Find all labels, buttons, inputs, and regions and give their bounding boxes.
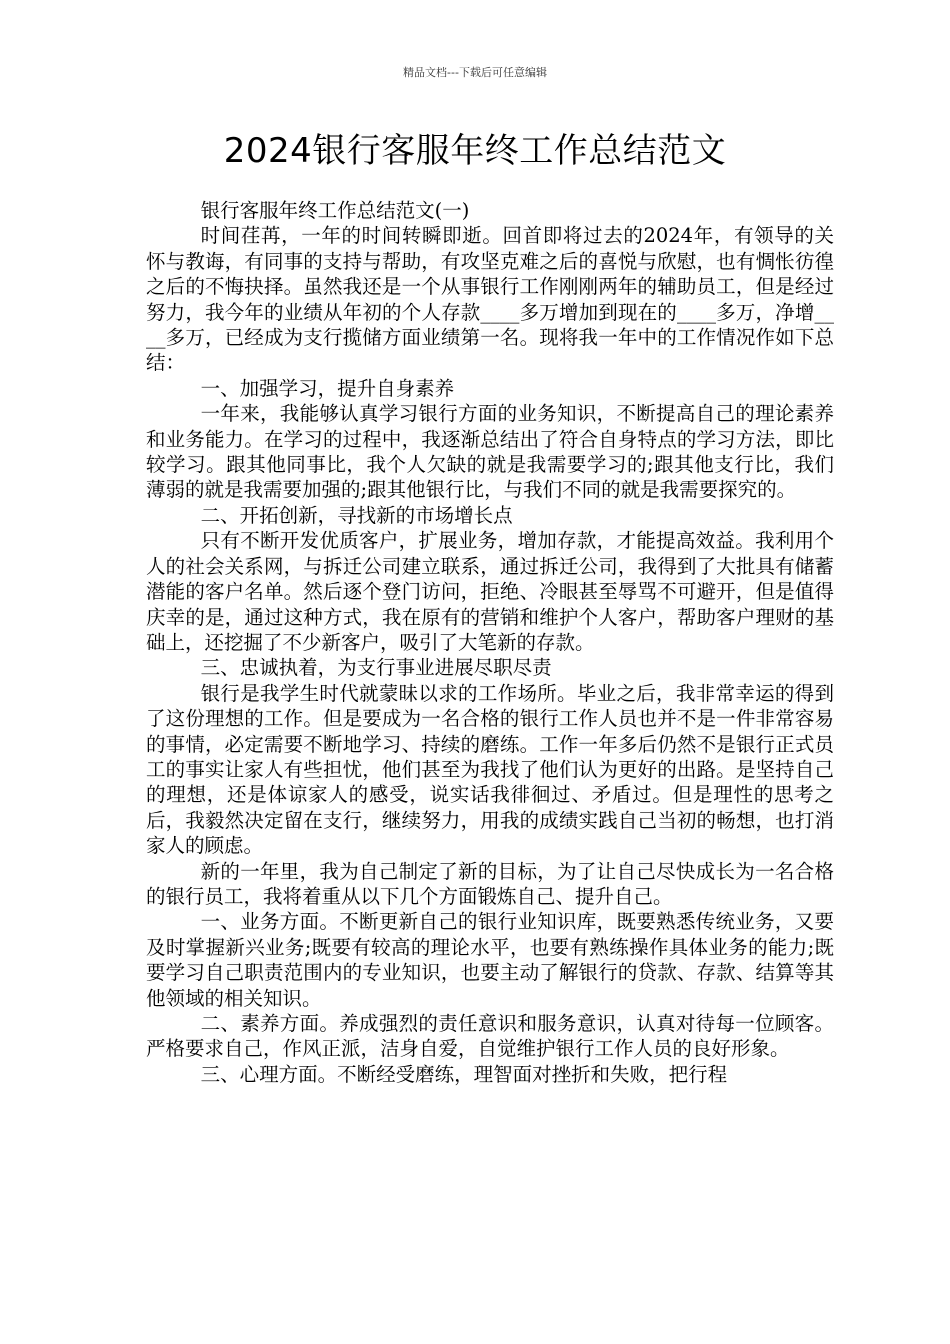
paragraph-new-year-goals: 新的一年里，我为自己制定了新的目标，为了让自己尽快成长为一名合格的银行员工，我将着重从以下几个方面锻炼自己、提升自己。 [146,859,834,908]
paragraph-subtitle: 银行客服年终工作总结范文(一) [200,199,470,222]
document-title: 2024银行客服年终工作总结范文 [223,131,727,171]
section-heading-1: 一、加强学习，提升自身素养 [200,376,455,400]
document-body [146,198,834,1087]
paragraph-section-2: 只有不断开发优质客户，扩展业务，增加存款，才能提高效益。我利用个人的社会关系网，与拆迁公司建立联系，通过拆迁公司，我得到了大批具有储蓄潜能的客户名单。然后逐个登门访问，拒绝、冷眼甚至辱骂不可避开，但是值得庆幸的是，通过这种方式，我在原有的营销和维护个人客户，帮助客户理财的基础上，还挖掘了不少新客户，吸引了大笔新的存款。 [146,529,834,654]
section-heading-2: 二、开拓创新，寻找新的市场增长点 [200,503,513,527]
header-note: 精品文档---下载后可任意编辑 [403,66,547,79]
paragraph-goal-quality: 二、素养方面。养成强烈的责任意识和服务意识，认真对待每一位顾客。严格要求自己，作风正派，洁身自爱，自觉维护银行工作人员的良好形象。 [146,1012,834,1061]
paragraph-section-1: 一年来，我能够认真学习银行方面的业务知识，不断提高自己的理论素养和业务能力。在学习的过程中，我逐渐总结出了符合自身特点的学习方法，即比较学习。跟其他同事比，我个人欠缺的就是我需要学习的;跟其他支行比，我们薄弱的就是我需要加强的;跟其他银行比，与我们不同的就是我需要探究的。 [146,402,834,502]
paragraph-intro: 时间荏苒，一年的时间转瞬即逝。回首即将过去的2024年，有领导的关怀与教诲，有同事的支持与帮助，有攻坚克难之后的喜悦与欣慰，也有惆怅彷徨之后的不悔抉择。虽然我还是一个从事银行工作刚刚两年的辅助员工，但是经过努力，我今年的业绩从年初的个人存款____多万增加到现在的____多万，净增____多万，已经成为支行揽储方面业绩第一名。现将我一年中的工作情况作如下总结： [146,224,834,375]
paragraph-goal-psychology: 三、心理方面。不断经受磨练，理智面对挫折和失败，把行程 [200,1062,728,1086]
section-heading-3: 三、忠诚执着，为支行事业进展尽职尽责 [200,656,552,680]
paragraph-goal-business: 一、业务方面。不断更新自己的银行业知识库，既要熟悉传统业务，又要及时掌握新兴业务;既要有较高的理论水平，也要有熟练操作具体业务的能力;既要学习自己职责范围内的专业知识，也要主动了解银行的贷款、存款、结算等其他领域的相关知识。 [146,910,834,1010]
paragraph-section-3: 银行是我学生时代就蒙昧以求的工作场所。毕业之后，我非常幸运的得到了这份理想的工作。但是要成为一名合格的银行工作人员也并不是一件非常容易的事情，必定需要不断地学习、持续的磨练。工作一年多后仍然不是银行正式员工的事实让家人有些担忧，他们甚至为我找了他们认为更好的出路。是坚持自己的理想，还是体谅家人的感受，说实话我徘徊过、矛盾过。但是理性的思考之后，我毅然决定留在支行，继续努力，用我的成绩实践自己当初的畅想，也打消家人的顾虑。 [146,681,834,858]
